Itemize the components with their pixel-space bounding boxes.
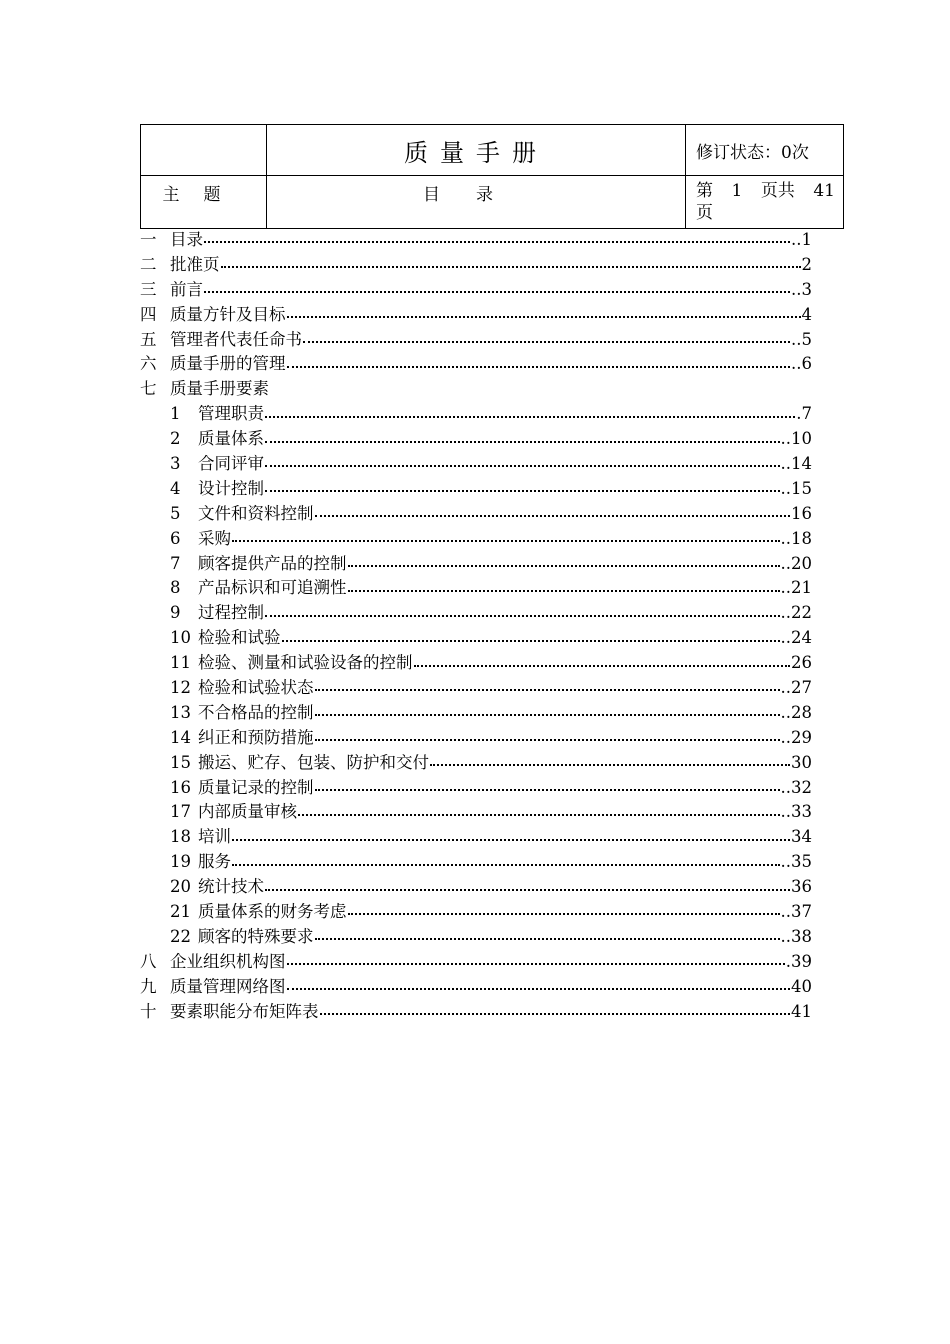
toc-entry[interactable] — [140, 676, 812, 701]
document-title: 质量手册 — [267, 125, 686, 176]
toc-entry-title: 质量手册的管理 — [170, 354, 286, 374]
toc-leader-dots — [265, 615, 780, 617]
toc-entry-page: ..22 — [780, 603, 812, 623]
toc-entry-number: 9 — [170, 603, 181, 623]
toc-entry-page: 40 — [791, 976, 812, 996]
toc-entry-title: 设计控制 — [198, 478, 264, 498]
toc-entry-title: 管理职责 — [198, 404, 264, 424]
toc-entry-number: 九 — [140, 976, 157, 996]
toc-entry-page: ..18 — [780, 528, 812, 548]
toc-entry-number: 五 — [140, 329, 157, 349]
toc-leader-dots — [287, 963, 785, 965]
subject-value: 目录 — [267, 176, 686, 229]
toc-entry[interactable] — [140, 925, 812, 950]
toc-entry-page: ..14 — [780, 454, 812, 474]
toc-entry-number: 14 — [170, 727, 191, 747]
toc-entry-number: 七 — [140, 379, 157, 399]
toc-entry-page: ..24 — [780, 628, 812, 648]
toc-entry[interactable] — [140, 1000, 812, 1025]
toc-entry-page: 41 — [791, 1001, 812, 1021]
toc-entry-title: 产品标识和可追溯性 — [198, 578, 347, 598]
toc-entry-title: 检验和试验状态 — [198, 678, 314, 698]
toc-entry-title: 企业组织机构图 — [170, 951, 286, 971]
toc-entry-number: 16 — [170, 777, 191, 797]
toc-entry-page: .7 — [796, 404, 812, 424]
page-total: 41 — [813, 181, 835, 201]
toc-entry[interactable] — [140, 228, 812, 253]
toc-entry-page: ..15 — [780, 478, 812, 498]
toc-entry-title: 质量体系 — [198, 429, 264, 449]
toc-entry-title: 服务 — [198, 852, 231, 872]
toc-entry-title: 统计技术 — [198, 877, 264, 897]
toc-entry-number: 二 — [140, 254, 157, 274]
toc-entry-number: 三 — [140, 279, 157, 299]
toc-entry-number: 15 — [170, 752, 191, 772]
toc-entry-title: 搬运、贮存、包装、防护和交付 — [198, 752, 429, 772]
toc-entry-page: ..5 — [791, 329, 812, 349]
toc-entry-number: 2 — [170, 429, 181, 449]
toc-entry-title: 检验和试验 — [198, 628, 281, 648]
toc-leader-dots — [414, 665, 791, 667]
toc-entry-number: 六 — [140, 354, 157, 374]
toc-entry-page: ..29 — [780, 727, 812, 747]
toc-entry[interactable] — [140, 452, 812, 477]
toc-entry-page: ..28 — [780, 702, 812, 722]
toc-entry[interactable] — [140, 328, 812, 353]
toc-entry-number: 21 — [170, 902, 191, 922]
toc-entry-page: ..3 — [791, 279, 812, 299]
toc-leader-dots — [315, 789, 780, 791]
toc-leader-dots — [303, 341, 790, 343]
toc-entry-title: 过程控制 — [198, 603, 264, 623]
toc-entry-title: 采购 — [198, 528, 231, 548]
toc-entry-title: 管理者代表任命书 — [170, 329, 302, 349]
header-logo-cell — [141, 125, 267, 176]
toc-leader-dots — [265, 441, 780, 443]
toc-leader-dots — [315, 739, 780, 741]
toc-entry-number: 4 — [170, 478, 181, 498]
toc-entry-title: 目录 — [170, 230, 203, 249]
toc-leader-dots — [298, 814, 780, 816]
toc-entry-page: 2 — [801, 254, 812, 274]
toc-leader-dots — [265, 465, 780, 467]
toc-leader-dots — [232, 864, 780, 866]
toc-entry[interactable] — [140, 377, 812, 402]
toc-entry[interactable] — [140, 552, 812, 577]
toc-leader-dots — [282, 640, 780, 642]
toc-entry-number: 12 — [170, 678, 191, 698]
toc-entry-title: 要素职能分布矩阵表 — [170, 1001, 319, 1021]
toc-entry-number: 3 — [170, 454, 181, 474]
toc-leader-dots — [265, 490, 780, 492]
toc-leader-dots — [315, 689, 780, 691]
toc-entry-title: 内部质量审核 — [198, 802, 297, 822]
toc-entry-page: ..10 — [780, 429, 812, 449]
toc-leader-dots — [287, 988, 791, 990]
toc-entry-page: 26 — [791, 653, 812, 673]
document-header-table — [140, 124, 844, 229]
toc-leader-dots — [265, 416, 795, 418]
toc-entry[interactable] — [140, 253, 812, 278]
toc-entry[interactable] — [140, 950, 812, 975]
toc-entry-number: 20 — [170, 877, 191, 897]
toc-leader-dots — [265, 889, 790, 891]
toc-entry-number: 八 — [140, 951, 157, 971]
toc-entry[interactable] — [140, 278, 812, 303]
toc-entry-page: ..35 — [780, 852, 812, 872]
toc-entry[interactable] — [140, 626, 812, 651]
toc-entry-title: 纠正和预防措施 — [198, 727, 314, 747]
toc-entry-number: 6 — [170, 528, 181, 548]
toc-entry-number: 18 — [170, 827, 191, 847]
toc-entry-number: 5 — [170, 503, 181, 523]
page-label-2: 页共 — [760, 181, 795, 201]
toc-entry-number: 十 — [140, 1001, 157, 1021]
toc-entry-title: 不合格品的控制 — [198, 702, 314, 722]
toc-entry-number: 10 — [170, 628, 191, 648]
toc-entry-title: 质量管理网络图 — [170, 976, 286, 996]
toc-entry-page: ..32 — [780, 777, 812, 797]
toc-entry-title: 检验、测量和试验设备的控制 — [198, 653, 413, 673]
toc-entry-number: 19 — [170, 852, 191, 872]
toc-entry-page: ..27 — [780, 678, 812, 698]
toc-entry-page: 36 — [791, 877, 812, 897]
toc-entry-title: 质量记录的控制 — [198, 777, 314, 797]
toc-entry[interactable] — [140, 601, 812, 626]
toc-entry[interactable] — [140, 875, 812, 900]
page-label-1: 第 — [696, 181, 713, 201]
toc-leader-dots — [348, 913, 780, 915]
toc-entry[interactable] — [140, 352, 812, 377]
toc-leader-dots — [287, 366, 791, 368]
toc-entry[interactable] — [140, 701, 812, 726]
toc-entry[interactable] — [140, 751, 812, 776]
toc-entry-page: ..1 — [791, 230, 812, 249]
toc-leader-dots — [204, 291, 790, 293]
toc-entry-title: 文件和资料控制 — [198, 503, 314, 523]
toc-entry-number: 17 — [170, 802, 191, 822]
toc-entry[interactable] — [140, 800, 812, 825]
toc-entry-page: ..38 — [780, 926, 812, 946]
toc-entry-page: .39 — [785, 951, 812, 971]
toc-leader-dots — [315, 938, 780, 940]
toc-entry-number: 7 — [170, 553, 181, 573]
toc-entry-page: 30 — [791, 752, 812, 772]
revision-status: 修订状态：0次 — [686, 125, 844, 176]
toc-entry[interactable] — [140, 576, 812, 601]
toc-entry-page: ..21 — [780, 578, 812, 598]
toc-entry-number: 1 — [170, 404, 181, 424]
toc-entry-page: 16 — [791, 503, 812, 523]
toc-entry-page: 34 — [791, 827, 812, 847]
toc-entry-title: 培训 — [198, 827, 231, 847]
toc-entry[interactable] — [140, 502, 812, 527]
table-of-contents — [140, 228, 812, 1025]
toc-entry-title: 合同评审 — [198, 454, 264, 474]
toc-leader-dots — [232, 839, 790, 841]
toc-leader-dots — [348, 565, 780, 567]
toc-entry[interactable] — [140, 427, 812, 452]
toc-leader-dots — [348, 590, 780, 592]
toc-leader-dots — [232, 540, 780, 542]
toc-leader-dots — [204, 241, 790, 243]
toc-entry-title: 批准页 — [170, 254, 220, 274]
toc-entry-number: 四 — [140, 304, 157, 324]
toc-leader-dots — [287, 316, 801, 318]
toc-leader-dots — [315, 714, 780, 716]
toc-entry-title: 顾客提供产品的控制 — [198, 553, 347, 573]
toc-entry[interactable] — [140, 975, 812, 1000]
toc-entry-title: 前言 — [170, 279, 203, 299]
toc-entry-page: ..6 — [791, 354, 812, 374]
toc-entry[interactable] — [140, 776, 812, 801]
toc-entry[interactable] — [140, 850, 812, 875]
toc-entry[interactable] — [140, 900, 812, 925]
toc-leader-dots — [221, 266, 801, 268]
page-indicator — [686, 176, 844, 229]
toc-entry[interactable] — [140, 402, 812, 427]
toc-entry-page: ..20 — [780, 553, 812, 573]
toc-entry-page: ..33 — [780, 802, 812, 822]
toc-entry-title: 质量手册要素 — [170, 379, 269, 399]
toc-leader-dots — [315, 515, 791, 517]
toc-entry-title: 顾客的特殊要求 — [198, 926, 314, 946]
toc-entry[interactable] — [140, 825, 812, 850]
toc-leader-dots — [320, 1013, 791, 1015]
subject-label: 主题 — [141, 176, 267, 229]
toc-entry[interactable] — [140, 726, 812, 751]
toc-entry-page: 4 — [801, 304, 812, 324]
toc-entry-number: 一 — [140, 230, 157, 249]
toc-leader-dots — [430, 764, 790, 766]
page-number: 1 — [731, 181, 743, 201]
toc-entry[interactable] — [140, 651, 812, 676]
toc-entry-page: ..37 — [780, 902, 812, 922]
toc-entry-title: 质量体系的财务考虑 — [198, 902, 347, 922]
toc-entry[interactable] — [140, 527, 812, 552]
toc-entry-number: 8 — [170, 578, 181, 598]
toc-entry-number: 22 — [170, 926, 191, 946]
toc-entry[interactable] — [140, 477, 812, 502]
toc-entry-title: 质量方针及目标 — [170, 304, 286, 324]
page-label-3: 页 — [696, 203, 713, 223]
toc-entry[interactable] — [140, 303, 812, 328]
toc-entry-number: 11 — [170, 653, 191, 673]
toc-entry-number: 13 — [170, 702, 191, 722]
